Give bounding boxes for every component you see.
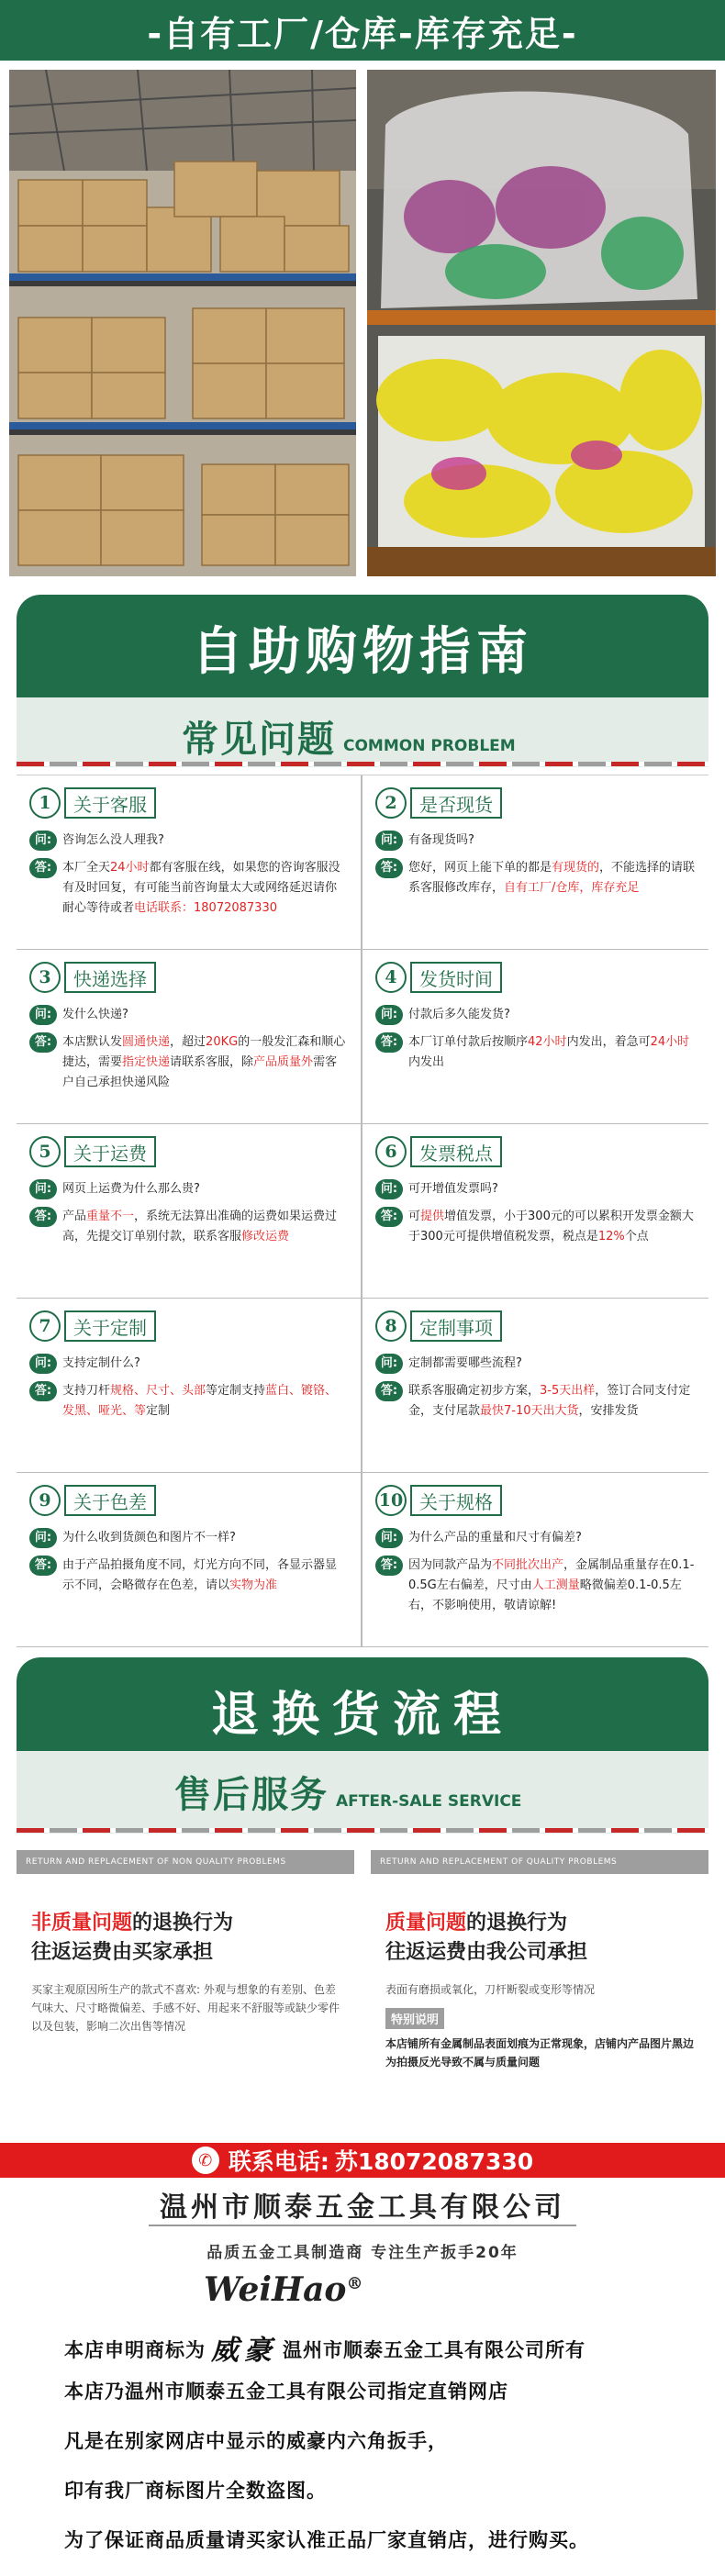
shopping-guide bbox=[17, 595, 708, 1648]
faq-number: 2 bbox=[375, 787, 407, 819]
returns-subtitle-en: AFTER-SALE SERVICE bbox=[336, 1792, 522, 1811]
column-caption: RETURN AND REPLACEMENT OF NON QUALITY PROBLEMS bbox=[17, 1850, 354, 1874]
faq-number: 8 bbox=[375, 1310, 407, 1342]
faq-number: 1 bbox=[29, 787, 61, 819]
faq-number: 7 bbox=[29, 1310, 61, 1342]
faq-answer: 联系客服确定初步方案，3-5天出样，签订合同支付定金，支付尾款最快7-10天出大货，安排发货 bbox=[408, 1384, 691, 1418]
returns-section bbox=[17, 1657, 708, 2136]
guide-stripe bbox=[17, 762, 708, 766]
phone-number: 苏18072087330 bbox=[334, 2148, 534, 2175]
faq-answer: 由于产品拍摄角度不同，灯光方向不同，各显示器显示不同，会略微存在色差，请以实物为准 bbox=[62, 1558, 338, 1592]
faq-answer: 可提供增值发票，小于300元的可以累积开发票金额大于300元可提供增值税发票，税点是12%个点 bbox=[408, 1210, 694, 1243]
question-tag: 问: bbox=[375, 1179, 403, 1199]
faq-question: 咨询怎么没人理我? bbox=[62, 833, 164, 847]
faq-item bbox=[17, 1473, 362, 1647]
statement-line: 本店乃温州市顺泰五金工具有限公司指定直销网店 bbox=[64, 2381, 508, 2403]
faq-item bbox=[362, 775, 708, 950]
faq-label: 发票税点 bbox=[410, 1136, 502, 1167]
faq-question: 付款后多久能发货? bbox=[408, 1008, 510, 1021]
returns-subtitle-cn: 售后服务 bbox=[174, 1774, 329, 1816]
faq-number: 6 bbox=[375, 1136, 407, 1167]
question-tag: 问: bbox=[29, 1528, 57, 1548]
question-tag: 问: bbox=[29, 1354, 57, 1374]
faq-number: 3 bbox=[29, 962, 61, 993]
guide-subtitle-cn: 常见问题 bbox=[182, 719, 336, 761]
faq-answer: 因为同款产品为不同批次出产，金属制品重量存在0.1-0.5G左右偏差，尺寸由人工测量略微偏差0.1-0.5左右，不影响使用，敬请谅解! bbox=[408, 1558, 695, 1612]
faq-question: 有备现货吗? bbox=[408, 833, 474, 847]
question-tag: 问: bbox=[375, 831, 403, 851]
faq-label: 关于定制 bbox=[64, 1310, 156, 1342]
faq-question: 定制都需要哪些流程? bbox=[408, 1356, 522, 1370]
special-note-tag: 特别说明 bbox=[385, 2008, 444, 2029]
top-banner bbox=[0, 0, 725, 61]
banner-title: -自有工厂/仓库-库存充足- bbox=[147, 13, 578, 54]
answer-tag: 答: bbox=[375, 1556, 403, 1576]
faq-question: 网页上运费为什么那么贵? bbox=[62, 1182, 200, 1196]
statement-line: 印有我厂商标图片全数盗图。 bbox=[64, 2480, 327, 2502]
quality-return-column bbox=[371, 1850, 708, 2136]
phone-label: 联系电话: bbox=[228, 2148, 329, 2175]
statement-line: 凡是在别家网店中显示的威豪内六角扳手， bbox=[64, 2430, 448, 2452]
faq-grid bbox=[17, 775, 708, 1648]
faq-label: 关于客服 bbox=[64, 787, 156, 819]
warehouse-photo-boxes bbox=[9, 70, 356, 576]
divider bbox=[149, 2225, 576, 2226]
column-body: 表面有磨损或氧化，刀杆断裂或变形等情况 bbox=[385, 1983, 596, 1996]
non-quality-return-column bbox=[17, 1850, 354, 2136]
faq-item bbox=[362, 1299, 708, 1473]
faq-question: 为什么收到货颜色和图片不一样? bbox=[62, 1531, 236, 1544]
answer-tag: 答: bbox=[29, 1207, 57, 1227]
faq-label: 关于规格 bbox=[410, 1485, 502, 1516]
faq-number: 4 bbox=[375, 962, 407, 993]
question-tag: 问: bbox=[375, 1005, 403, 1025]
question-tag: 问: bbox=[29, 831, 57, 851]
special-note: 本店铺所有金属制品表面划痕为正常现象，店铺内产品图片黑边为拍摄反光导致不属与质量问题 bbox=[385, 2037, 695, 2069]
faq-label: 是否现货 bbox=[410, 787, 502, 819]
returns-header bbox=[17, 1657, 708, 1834]
faq-item bbox=[362, 1473, 708, 1647]
faq-answer: 产品重量不一，系统无法算出准确的运费如果运费过高，先提交订单别付款，联系客服修改运费 bbox=[62, 1210, 338, 1243]
faq-label: 关于色差 bbox=[64, 1485, 156, 1516]
faq-item bbox=[17, 1299, 362, 1473]
warehouse-photo-pallets bbox=[367, 70, 716, 576]
answer-tag: 答: bbox=[375, 858, 403, 878]
faq-question: 为什么产品的重量和尺寸有偏差? bbox=[408, 1531, 582, 1544]
faq-number: 10 bbox=[375, 1485, 407, 1516]
faq-label: 定制事项 bbox=[410, 1310, 502, 1342]
faq-answer: 支持刀杆规格、尺寸、头部等定制支持蓝白、镀铬、发黑、哑光、等定制 bbox=[62, 1384, 338, 1418]
company-tagline: 品质五金工具制造商 专注生产扳手20年 bbox=[206, 2244, 519, 2262]
wrapped-pallets-illustration bbox=[367, 70, 716, 576]
answer-tag: 答: bbox=[29, 858, 57, 878]
faq-item bbox=[362, 1124, 708, 1299]
returns-stripe bbox=[17, 1828, 708, 1833]
column-heading: 质量问题的退换行为 往返运费由我公司承担 bbox=[385, 1912, 588, 1964]
answer-tag: 答: bbox=[29, 1032, 57, 1053]
column-caption: RETURN AND REPLACEMENT OF QUALITY PROBLEMS bbox=[371, 1850, 708, 1874]
faq-label: 快递选择 bbox=[64, 962, 156, 993]
faq-question: 支持定制什么? bbox=[62, 1356, 140, 1370]
faq-label: 发货时间 bbox=[410, 962, 502, 993]
question-tag: 问: bbox=[375, 1354, 403, 1374]
brand-mark: 威豪 bbox=[211, 2335, 277, 2367]
phone-icon: ✆ bbox=[192, 2147, 219, 2174]
column-body: 买家主观原因所生产的款式不喜欢: 外观与想象的有差别、色差气味大、尺寸略微偏差、手感不好、用起来不舒服等或缺少零件以及包装，影响二次出售等情况 bbox=[31, 1983, 340, 2033]
warehouse-photos bbox=[0, 61, 725, 585]
question-tag: 问: bbox=[29, 1179, 57, 1199]
answer-tag: 答: bbox=[375, 1381, 403, 1401]
company-name: 温州市顺泰五金工具有限公司 bbox=[160, 2191, 565, 2224]
contact-phone-bar bbox=[0, 2143, 725, 2178]
faq-item bbox=[17, 1124, 362, 1299]
warehouse-shelves-illustration bbox=[9, 70, 356, 576]
faq-answer: 本店默认发圆通快递，超过20KG的一般发汇森和顺心捷达，需要指定快递请联系客服，除产品质量外需客户自己承担快递风险 bbox=[62, 1035, 346, 1089]
question-tag: 问: bbox=[29, 1005, 57, 1025]
faq-item bbox=[362, 950, 708, 1124]
guide-header bbox=[17, 595, 708, 767]
brand-logo: WeiHao® bbox=[204, 2270, 363, 2309]
returns-subtitle bbox=[174, 1766, 521, 1818]
guide-subtitle-en: COMMON PROBLEM bbox=[343, 737, 516, 755]
guide-subtitle bbox=[182, 710, 516, 763]
answer-tag: 答: bbox=[29, 1381, 57, 1401]
answer-tag: 答: bbox=[375, 1032, 403, 1053]
faq-answer: 本厂订单付款后按顺序42小时内发出，着急可24小时内发出 bbox=[408, 1035, 690, 1069]
faq-question: 发什么快递? bbox=[62, 1008, 128, 1021]
faq-item bbox=[17, 775, 362, 950]
answer-tag: 答: bbox=[375, 1207, 403, 1227]
faq-number: 9 bbox=[29, 1485, 61, 1516]
statement-line: 为了保证商品质量请买家认准正品厂家直销店，进行购买。 bbox=[64, 2529, 589, 2551]
guide-title: 自助购物指南 bbox=[192, 622, 533, 682]
faq-item bbox=[17, 950, 362, 1124]
faq-answer: 本厂全天24小时都有客服在线，如果您的咨询客服没有及时回复，有可能当前咨询量太大或网络延迟请你耐心等待或者电话联系：18072087330 bbox=[62, 861, 340, 915]
faq-question: 可开增值发票吗? bbox=[408, 1182, 498, 1196]
statement-line: 本店申明商标为 威豪 温州市顺泰五金工具有限公司所有 bbox=[64, 2327, 586, 2368]
faq-number: 5 bbox=[29, 1136, 61, 1167]
faq-label: 关于运费 bbox=[64, 1136, 156, 1167]
returns-title: 退换货流程 bbox=[210, 1688, 514, 1743]
question-tag: 问: bbox=[375, 1528, 403, 1548]
answer-tag: 答: bbox=[29, 1556, 57, 1576]
faq-answer: 您好，网页上能下单的都是有现货的，不能选择的请联系客服修改库存，自有工厂/仓库，库存充足 bbox=[408, 861, 696, 895]
column-heading: 非质量问题的退换行为 往返运费由买家承担 bbox=[31, 1912, 234, 1964]
